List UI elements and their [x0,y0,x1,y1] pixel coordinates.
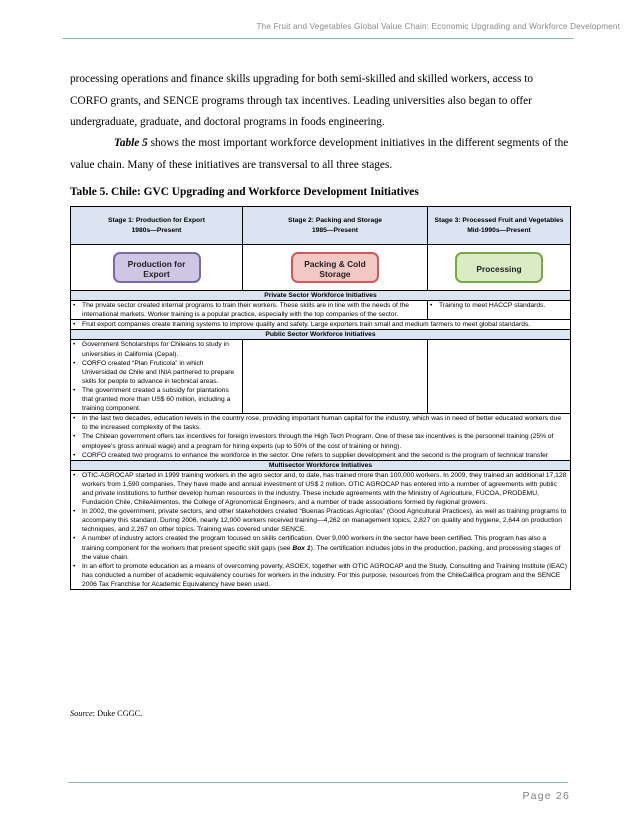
box-reference: Box 1 [292,544,311,552]
list-item: • CORFO created two programs to enhance the workforce in the sector. One refers to supplier development and the second is the program of technical transfer [73,451,568,460]
body-paragraph-2 [70,133,570,176]
list-item: • OTIC-AGROCAP started in 1999 training workers in the agro sector and, to date, has trained more than 100,000 workers. In 2009, they trained an additional 17,128 workers from 1,590 companies. They have made and annual investment of US$ 2 million. OTIC AGROCAP has entered into a number of agreements with public and private institutions to further develop human resources in the industry. These include agreements with the Ministry of Agriculture, FUCOA, PRODEMU, Fundación Chile, ChileAlimentos, the College of Agronomical Engineers, and a number of trade associations formed by regional growers. [73,471,568,507]
body-paragraph-1: processing operations and finance skills upgrading for both semi-skilled and skilled workers, access to CORFO grants, and SENCE programs through tax incentives. Leading universities also began to offer undergraduate, graduate, and doctoral programs in foods engineering. [70,73,534,128]
source-label: Source [70,709,93,718]
public-all-stages-cell [71,414,571,460]
header-rule [62,38,574,39]
private-stage-3-cell [428,301,571,320]
source-text: : Duke CGGC. [92,709,143,718]
page-number: Page 26 [522,790,570,802]
private-row [71,301,571,320]
table-source [70,709,142,718]
stage-2-icon-cell [243,245,428,291]
public-stage-1-cell [71,340,243,414]
public-row [71,340,571,414]
list-item: • The Chilean government offers tax incentives for foreign investors through the High Tech Program. One of these tax incentives is the personnel training (25% of employee’s gross annual wage) and a program for hiring experts (up to 50% of the cost of training or hiring). [73,432,568,450]
list-item: • In the last two decades, education levels in the country rose, providing important human capital for the industry, which was in need of better educated workers due to the increased complexity of the tasks. [73,414,568,432]
private-sector-heading: Private Sector Workforce Initiatives [71,291,571,301]
footer-rule [68,782,568,783]
stage-2-header [243,207,428,245]
production-for-export-icon: Production for Export [113,252,201,283]
stage-2-period: 1985—Present [311,226,359,234]
list-item: • In 2002, the government, private sectors, and other stakeholders created “Buenas Practicas Agricolas” (Good Agricultural Practices), as well as training programs to accompany this standard. During 2006, nearly 12,000 workers received training—4,262 on management topics, 2,827 on quality and hygiene, 2,644 on production techniques, and 2,267 on other topics. Training was covered under SENCE. [73,507,568,534]
paragraph-2-text: shows the most important workforce development initiatives in the different segments of the value chain. Many of these initiatives are transversal to all three stages. [70,137,569,171]
public-stage-3-cell [428,340,571,414]
stage-icon-row [71,245,571,291]
list-item: • A number of industry actors created the program focused on skills certification. Over 9,000 workers in the sector have been certified. This program has also a training component for the workers that present specific skill gaps (see Box 1). The certification includes jobs in the production, packing, and processing stages of the value chain. [73,534,568,561]
list-item: • The private sector created internal programs to train their workers. These skills are in line with the needs of the international markets. Worker training is a popular practice, especially with the top companies of the sector. [73,301,425,319]
stage-1-period: 1980s—Present [131,226,182,234]
list-item: • Government Scholarships for Chileans to study in universities in California (Cepal). [73,340,240,358]
stage-3-period: Mid-1990s—Present [467,226,531,234]
table-caption: Table 5. Chile: GVC Upgrading and Workforce Development Initiatives [70,186,419,198]
stage-1-name: Stage 1: Production for Export [108,217,205,224]
processing-icon: Processing [455,252,543,283]
private-all-stages-cell [71,320,571,330]
stage-2-name: Stage 2: Packing and Storage [287,217,383,224]
table-reference: Table 5 [114,137,148,149]
stage-3-header [428,207,571,245]
workforce-table [70,206,571,590]
private-stage-1-2-cell [71,301,428,320]
stage-header-row [71,207,571,245]
list-item: • Fruit export companies create training systems to improve quality and safety. Large exporters train small and medium farmers to meet global standards. [73,320,568,329]
stage-1-header [71,207,243,245]
running-header: The Fruit and Vegetables Global Value Chain: Economic Upgrading and Workforce Development [256,22,620,31]
list-item: • Training to meet HACCP standards. [430,301,568,310]
public-sector-heading: Public Sector Workforce Initiatives [71,330,571,340]
packing-cold-storage-icon: Packing & Cold Storage [291,252,379,283]
list-item: • CORFO created “Plan Fruticola” in which Universidad de Chile and INIA partnered to prepare skills for people to advance in technical areas. [73,359,240,386]
stage-3-icon-cell [428,245,571,291]
list-item: • The government created a subsidy for plantations that granted more than US$ 60 million, including a training component. [73,386,240,413]
list-item: • In an effort to promote education as a means of overcoming poverty, ASOEX, together with OTIC AGROCAP and the Study, Consulting and Training Institute (IEAC) has conducted a number of academic equivalency courses for workers in the industry. For this purpose, resources from the ChileCalifica program and the SENCE 2006 Tax Franchise for Academic Equivalency have been used. [73,562,568,589]
stage-3-name: Stage 3: Processed Fruit and Vegetables [434,217,564,224]
stage-1-icon-cell [71,245,243,291]
public-stage-2-cell [243,340,428,414]
multisector-heading: Multisector Workforce Initiatives [71,460,571,470]
multisector-cell [71,470,571,589]
